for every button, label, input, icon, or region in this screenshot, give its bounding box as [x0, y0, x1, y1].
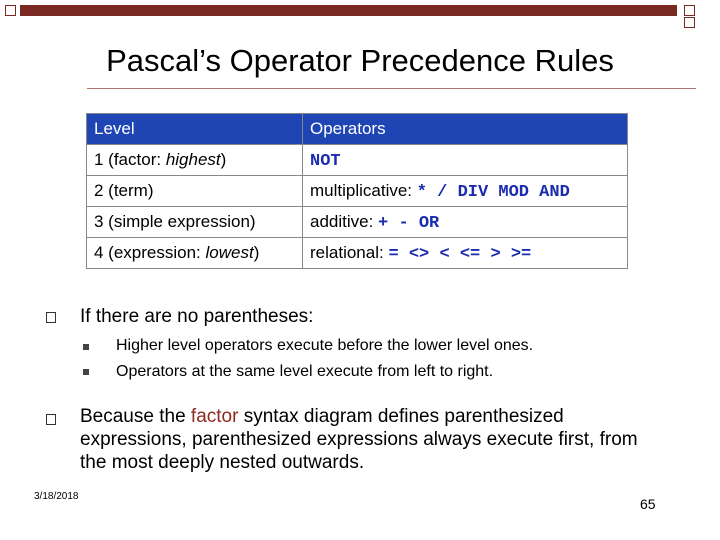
header-operators: Operators	[303, 114, 628, 145]
page-number: 65	[640, 496, 656, 512]
table-row	[87, 176, 628, 207]
bullet-text: Because the factor syntax diagram defines parenthesized expressions, parenthesized expressions always execute first, from the most deeply nested outwards.	[80, 406, 638, 473]
table-row	[87, 145, 628, 176]
operators-cell: relational: = <> < <= > >=	[303, 238, 628, 269]
table-header-row	[87, 114, 628, 145]
corner-square-icon	[5, 5, 16, 16]
bullet-dot-icon	[83, 369, 89, 375]
level-cell: 1 (factor: highest)	[87, 145, 303, 176]
header-level: Level	[87, 114, 303, 145]
sub-bullet-text: Higher level operators execute before the lower level ones.	[116, 337, 534, 354]
operators-cell: additive: + - OR	[303, 207, 628, 238]
corner-square-icon	[684, 17, 695, 28]
level-cell: 3 (simple expression)	[87, 207, 303, 238]
table-row	[87, 238, 628, 269]
bullet-dot-icon	[83, 344, 89, 350]
level-cell: 4 (expression: lowest)	[87, 238, 303, 269]
sub-bullet-text: Operators at the same level execute from left to right.	[116, 363, 494, 380]
title-divider	[87, 88, 696, 89]
operators-cell: multiplicative: * / DIV MOD AND	[303, 176, 628, 207]
operators-cell: NOT	[303, 145, 628, 176]
table-row	[87, 207, 628, 238]
square-bullet-icon	[46, 312, 56, 323]
footer-date: 3/18/2018	[34, 491, 79, 502]
corner-square-icon	[684, 5, 695, 16]
slide-title: Pascal’s Operator Precedence Rules	[106, 43, 614, 78]
precedence-table	[86, 113, 628, 269]
level-cell: 2 (term)	[87, 176, 303, 207]
bullet-text: If there are no parentheses:	[80, 306, 314, 327]
top-decoration-bar	[20, 5, 677, 16]
square-bullet-icon	[46, 414, 56, 425]
